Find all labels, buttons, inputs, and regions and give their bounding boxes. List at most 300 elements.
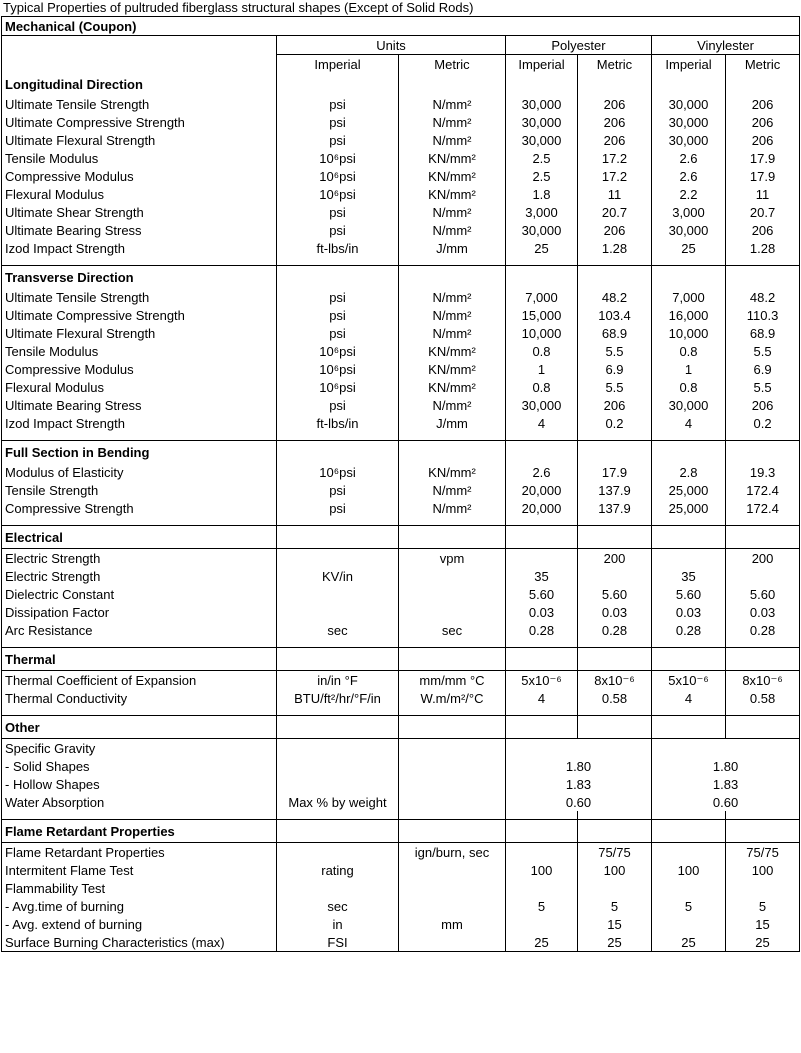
vinylester-metric-value: 100 xyxy=(726,861,800,879)
polyester-metric-value: 206 xyxy=(578,113,652,131)
metric-unit: KN/mm² xyxy=(399,342,506,360)
vinylester-imperial-value: 25,000 xyxy=(652,481,726,499)
polyester-imperial-value: 15,000 xyxy=(506,306,578,324)
table-row xyxy=(2,203,800,221)
imperial-unit: FSI xyxy=(277,933,399,952)
table-row xyxy=(2,621,800,639)
vinylester-imperial-value: 0.8 xyxy=(652,378,726,396)
section-title-row xyxy=(2,526,800,549)
table-row xyxy=(2,933,800,952)
row-label: Thermal Conductivity xyxy=(2,689,277,707)
imperial-unit: in xyxy=(277,915,399,933)
polyester-imperial-value xyxy=(506,879,578,897)
vinylester-value xyxy=(652,739,800,758)
section-title: Other xyxy=(2,716,277,739)
table-row xyxy=(2,342,800,360)
metric-unit xyxy=(399,879,506,897)
metric-unit xyxy=(399,897,506,915)
polyester-imperial-value: 25 xyxy=(506,239,578,257)
polyester-imperial-value: 4 xyxy=(506,414,578,432)
section-title: Flame Retardant Properties xyxy=(2,820,277,843)
table-row xyxy=(2,167,800,185)
vinylester-imperial-value: 4 xyxy=(652,689,726,707)
row-label: Tensile Strength xyxy=(2,481,277,499)
imperial-unit: psi xyxy=(277,113,399,131)
metric-unit: KN/mm² xyxy=(399,185,506,203)
row-label: Modulus of Elasticity xyxy=(2,463,277,481)
imperial-unit: sec xyxy=(277,897,399,915)
table-row xyxy=(2,306,800,324)
vinylester-metric-value: 17.9 xyxy=(726,167,800,185)
vinylester-metric-value: 68.9 xyxy=(726,324,800,342)
polyester-imperial-value: 0.8 xyxy=(506,378,578,396)
metric-unit xyxy=(399,757,506,775)
table-row xyxy=(2,396,800,414)
table-row xyxy=(2,324,800,342)
table-row xyxy=(2,689,800,707)
polyester-imperial-value: 2.5 xyxy=(506,167,578,185)
vinylester-metric-value: 206 xyxy=(726,131,800,149)
row-label: Flame Retardant Properties xyxy=(2,843,277,862)
imperial-unit: psi xyxy=(277,499,399,517)
vinylester-metric-value xyxy=(726,567,800,585)
row-label: Ultimate Tensile Strength xyxy=(2,288,277,306)
row-label: Thermal Coefficient of Expansion xyxy=(2,671,277,690)
polyester-metric-value: 5.5 xyxy=(578,378,652,396)
polyester-imperial-value: 30,000 xyxy=(506,221,578,239)
polyester-metric-value: 5 xyxy=(578,897,652,915)
row-label: Ultimate Bearing Stress xyxy=(2,396,277,414)
polyester-metric-value: 48.2 xyxy=(578,288,652,306)
spacer-row xyxy=(2,432,800,441)
vinylester-metric-value: 110.3 xyxy=(726,306,800,324)
metric-unit: N/mm² xyxy=(399,396,506,414)
row-label: Ultimate Tensile Strength xyxy=(2,95,277,113)
vinylester-metric-value: 172.4 xyxy=(726,481,800,499)
imperial-unit: in/in °F xyxy=(277,671,399,690)
metric-unit: N/mm² xyxy=(399,95,506,113)
section-title-row xyxy=(2,820,800,843)
vinylester-metric-value: 15 xyxy=(726,915,800,933)
metric-unit: J/mm xyxy=(399,239,506,257)
metric-unit: N/mm² xyxy=(399,499,506,517)
row-label: Flexural Modulus xyxy=(2,378,277,396)
table-row xyxy=(2,481,800,499)
metric-unit xyxy=(399,567,506,585)
table-row xyxy=(2,131,800,149)
metric-unit: N/mm² xyxy=(399,203,506,221)
polyester-imperial-value: 5 xyxy=(506,897,578,915)
imperial-unit xyxy=(277,603,399,621)
vinylester-metric-value: 0.03 xyxy=(726,603,800,621)
table-row xyxy=(2,378,800,396)
table-row xyxy=(2,221,800,239)
table-row xyxy=(2,861,800,879)
polyester-imperial-value: 3,000 xyxy=(506,203,578,221)
table-row xyxy=(2,549,800,568)
row-label: - Avg.time of burning xyxy=(2,897,277,915)
metric-unit: N/mm² xyxy=(399,113,506,131)
row-label: Flexural Modulus xyxy=(2,185,277,203)
row-label: - Avg. extend of burning xyxy=(2,915,277,933)
table-row xyxy=(2,95,800,113)
polyester-imperial-value: 20,000 xyxy=(506,499,578,517)
imperial-unit: 10⁶psi xyxy=(277,185,399,203)
polyester-metric-value: 11 xyxy=(578,185,652,203)
polyester-metric-value: 8x10⁻⁶ xyxy=(578,671,652,690)
section-title: Mechanical (Coupon) xyxy=(2,17,800,36)
polyester-metric-value: 0.03 xyxy=(578,603,652,621)
table-row xyxy=(2,585,800,603)
imperial-unit: rating xyxy=(277,861,399,879)
vinylester-imperial-value xyxy=(652,879,726,897)
vinylester-metric-value: 206 xyxy=(726,221,800,239)
vinylester-imperial-value: 2.2 xyxy=(652,185,726,203)
row-label: Izod Impact Strength xyxy=(2,239,277,257)
row-label: - Solid Shapes xyxy=(2,757,277,775)
row-label: Ultimate Shear Strength xyxy=(2,203,277,221)
polyester-imperial-value: 0.8 xyxy=(506,342,578,360)
metric-unit: N/mm² xyxy=(399,131,506,149)
vinylester-imperial-value: 25,000 xyxy=(652,499,726,517)
polyester-metric-value: 20.7 xyxy=(578,203,652,221)
imperial-unit xyxy=(277,879,399,897)
vinylester-imperial-value: 0.28 xyxy=(652,621,726,639)
vinylester-metric-header: Metric xyxy=(726,55,800,74)
polyester-imperial-value: 2.6 xyxy=(506,463,578,481)
section-title-row xyxy=(2,716,800,739)
row-label: Surface Burning Characteristics (max) xyxy=(2,933,277,952)
vinylester-imperial-value: 1 xyxy=(652,360,726,378)
metric-unit: N/mm² xyxy=(399,221,506,239)
row-label: Flammability Test xyxy=(2,879,277,897)
table-row xyxy=(2,113,800,131)
polyester-imperial-value: 1 xyxy=(506,360,578,378)
table-row xyxy=(2,843,800,862)
vinylester-imperial-value: 7,000 xyxy=(652,288,726,306)
imperial-unit: KV/in xyxy=(277,567,399,585)
vinylester-imperial-value xyxy=(652,549,726,568)
vinylester-imperial-value: 5 xyxy=(652,897,726,915)
polyester-metric-value xyxy=(578,879,652,897)
polyester-imperial-value xyxy=(506,549,578,568)
section-title: Full Section in Bending xyxy=(2,441,277,464)
table-row xyxy=(2,463,800,481)
vinylester-metric-value: 0.58 xyxy=(726,689,800,707)
units-metric-header: Metric xyxy=(399,55,506,74)
section-title-row xyxy=(2,73,800,95)
polyester-metric-value: 0.58 xyxy=(578,689,652,707)
vinylester-imperial-value: 30,000 xyxy=(652,221,726,239)
vinylester-metric-value: 1.28 xyxy=(726,239,800,257)
row-label: Electric Strength xyxy=(2,549,277,568)
vinylester-imperial-value: 0.8 xyxy=(652,342,726,360)
polyester-metric-value: 5.60 xyxy=(578,585,652,603)
section-title: Transverse Direction xyxy=(2,266,277,289)
polyester-metric-value: 206 xyxy=(578,95,652,113)
metric-unit: KN/mm² xyxy=(399,463,506,481)
imperial-unit: Max % by weight xyxy=(277,793,399,811)
imperial-unit: ft-lbs/in xyxy=(277,414,399,432)
vinylester-metric-value: 200 xyxy=(726,549,800,568)
spacer-row xyxy=(2,639,800,648)
imperial-unit: 10⁶psi xyxy=(277,360,399,378)
row-label: Arc Resistance xyxy=(2,621,277,639)
polyester-metric-header: Metric xyxy=(578,55,652,74)
imperial-unit xyxy=(277,775,399,793)
metric-unit: KN/mm² xyxy=(399,167,506,185)
row-label: Compressive Modulus xyxy=(2,360,277,378)
vinylester-metric-value: 206 xyxy=(726,95,800,113)
row-label: Intermitent Flame Test xyxy=(2,861,277,879)
polyester-metric-value: 100 xyxy=(578,861,652,879)
polyester-imperial-value: 30,000 xyxy=(506,113,578,131)
vinylester-metric-value: 6.9 xyxy=(726,360,800,378)
polyester-imperial-value: 30,000 xyxy=(506,396,578,414)
vinylester-metric-value: 19.3 xyxy=(726,463,800,481)
polyester-metric-value: 17.9 xyxy=(578,463,652,481)
polyester-metric-value: 137.9 xyxy=(578,481,652,499)
vinylester-imperial-value: 30,000 xyxy=(652,131,726,149)
table-row xyxy=(2,603,800,621)
row-label: Tensile Modulus xyxy=(2,149,277,167)
spacer-row xyxy=(2,811,800,820)
metric-unit: ign/burn, sec xyxy=(399,843,506,862)
vinylester-imperial-value: 25 xyxy=(652,933,726,952)
vinylester-value: 1.80 xyxy=(652,757,800,775)
vinylester-imperial-value: 30,000 xyxy=(652,95,726,113)
polyester-imperial-value: 0.28 xyxy=(506,621,578,639)
imperial-unit: 10⁶psi xyxy=(277,378,399,396)
vinylester-metric-value: 5 xyxy=(726,897,800,915)
vinylester-imperial-value: 3,000 xyxy=(652,203,726,221)
polyester-metric-value xyxy=(578,567,652,585)
table-row xyxy=(2,757,800,775)
table-row xyxy=(2,567,800,585)
polyester-imperial-value: 7,000 xyxy=(506,288,578,306)
row-label: - Hollow Shapes xyxy=(2,775,277,793)
vinylester-metric-value: 0.28 xyxy=(726,621,800,639)
row-label: Electric Strength xyxy=(2,567,277,585)
polyester-metric-value: 68.9 xyxy=(578,324,652,342)
row-label: Izod Impact Strength xyxy=(2,414,277,432)
imperial-unit: psi xyxy=(277,288,399,306)
polyester-metric-value: 5.5 xyxy=(578,342,652,360)
metric-unit xyxy=(399,861,506,879)
vinylester-imperial-value: 0.03 xyxy=(652,603,726,621)
imperial-unit xyxy=(277,757,399,775)
polyester-header: Polyester xyxy=(506,36,652,55)
metric-unit: KN/mm² xyxy=(399,360,506,378)
polyester-imperial-value xyxy=(506,915,578,933)
polyester-metric-value: 17.2 xyxy=(578,149,652,167)
table-row xyxy=(2,239,800,257)
vinylester-imperial-value: 30,000 xyxy=(652,396,726,414)
spacer-row xyxy=(2,517,800,526)
imperial-unit: 10⁶psi xyxy=(277,342,399,360)
polyester-metric-value: 200 xyxy=(578,549,652,568)
vinylester-metric-value: 5.5 xyxy=(726,378,800,396)
imperial-unit: psi xyxy=(277,324,399,342)
vinylester-imperial-header: Imperial xyxy=(652,55,726,74)
vinylester-metric-value: 8x10⁻⁶ xyxy=(726,671,800,690)
table-row xyxy=(2,288,800,306)
polyester-metric-value: 0.2 xyxy=(578,414,652,432)
imperial-unit: psi xyxy=(277,131,399,149)
polyester-metric-value: 206 xyxy=(578,396,652,414)
vinylester-metric-value: 206 xyxy=(726,396,800,414)
imperial-unit: psi xyxy=(277,396,399,414)
row-label: Ultimate Flexural Strength xyxy=(2,131,277,149)
vinylester-imperial-value xyxy=(652,915,726,933)
polyester-imperial-header: Imperial xyxy=(506,55,578,74)
table-row xyxy=(2,414,800,432)
spacer-row xyxy=(2,257,800,266)
metric-unit: J/mm xyxy=(399,414,506,432)
polyester-metric-value: 137.9 xyxy=(578,499,652,517)
polyester-imperial-value: 4 xyxy=(506,689,578,707)
polyester-imperial-value: 5.60 xyxy=(506,585,578,603)
polyester-metric-value: 103.4 xyxy=(578,306,652,324)
vinylester-metric-value: 5.60 xyxy=(726,585,800,603)
polyester-imperial-value: 30,000 xyxy=(506,131,578,149)
polyester-metric-value: 75/75 xyxy=(578,843,652,862)
polyester-imperial-value: 10,000 xyxy=(506,324,578,342)
vinylester-imperial-value: 10,000 xyxy=(652,324,726,342)
section-title-row xyxy=(2,441,800,464)
metric-unit xyxy=(399,775,506,793)
polyester-metric-value: 0.28 xyxy=(578,621,652,639)
table-row xyxy=(2,879,800,897)
subheader-row xyxy=(2,55,800,74)
section-title: Thermal xyxy=(2,648,277,671)
imperial-unit xyxy=(277,843,399,862)
vinylester-metric-value: 5.5 xyxy=(726,342,800,360)
polyester-imperial-value: 100 xyxy=(506,861,578,879)
vinylester-metric-value: 172.4 xyxy=(726,499,800,517)
vinylester-imperial-value xyxy=(652,843,726,862)
metric-unit xyxy=(399,603,506,621)
imperial-unit: sec xyxy=(277,621,399,639)
imperial-unit: psi xyxy=(277,306,399,324)
imperial-unit: 10⁶psi xyxy=(277,167,399,185)
polyester-metric-value: 25 xyxy=(578,933,652,952)
group-header-row xyxy=(2,36,800,55)
table-row xyxy=(2,185,800,203)
metric-unit: sec xyxy=(399,621,506,639)
section-title-row xyxy=(2,648,800,671)
vinylester-imperial-value: 2.8 xyxy=(652,463,726,481)
imperial-unit: BTU/ft²/hr/°F/in xyxy=(277,689,399,707)
row-label: Dissipation Factor xyxy=(2,603,277,621)
vinylester-imperial-value: 100 xyxy=(652,861,726,879)
polyester-imperial-value: 35 xyxy=(506,567,578,585)
table-row xyxy=(2,915,800,933)
table-row xyxy=(2,671,800,690)
row-label: Ultimate Bearing Stress xyxy=(2,221,277,239)
section-title-row xyxy=(2,266,800,289)
polyester-imperial-value: 20,000 xyxy=(506,481,578,499)
vinylester-value: 0.60 xyxy=(652,793,800,811)
table-row xyxy=(2,149,800,167)
imperial-unit: psi xyxy=(277,203,399,221)
vinylester-metric-value: 206 xyxy=(726,113,800,131)
polyester-metric-value: 6.9 xyxy=(578,360,652,378)
vinylester-metric-value: 25 xyxy=(726,933,800,952)
vinylester-imperial-value: 16,000 xyxy=(652,306,726,324)
metric-unit: N/mm² xyxy=(399,481,506,499)
imperial-unit: psi xyxy=(277,221,399,239)
vinylester-metric-value xyxy=(726,879,800,897)
metric-unit: N/mm² xyxy=(399,288,506,306)
imperial-unit xyxy=(277,585,399,603)
table-row xyxy=(2,739,800,758)
polyester-imperial-value: 2.5 xyxy=(506,149,578,167)
metric-unit xyxy=(399,739,506,758)
table-row xyxy=(2,499,800,517)
imperial-unit: psi xyxy=(277,481,399,499)
polyester-value xyxy=(506,739,652,758)
section-header-row xyxy=(2,17,800,36)
spacer-row xyxy=(2,707,800,716)
polyester-imperial-value: 30,000 xyxy=(506,95,578,113)
metric-unit: N/mm² xyxy=(399,306,506,324)
imperial-unit xyxy=(277,739,399,758)
metric-unit: mm xyxy=(399,915,506,933)
properties-table xyxy=(1,16,800,952)
row-label: Compressive Strength xyxy=(2,499,277,517)
vinylester-header: Vinylester xyxy=(652,36,800,55)
metric-unit xyxy=(399,793,506,811)
table-row xyxy=(2,360,800,378)
polyester-value: 0.60 xyxy=(506,793,652,811)
vinylester-metric-value: 48.2 xyxy=(726,288,800,306)
metric-unit: N/mm² xyxy=(399,324,506,342)
vinylester-metric-value: 11 xyxy=(726,185,800,203)
vinylester-imperial-value: 4 xyxy=(652,414,726,432)
vinylester-imperial-value: 30,000 xyxy=(652,113,726,131)
polyester-imperial-value xyxy=(506,843,578,862)
imperial-unit: psi xyxy=(277,95,399,113)
vinylester-imperial-value: 5.60 xyxy=(652,585,726,603)
page-caption: Typical Properties of pultruded fiberglass structural shapes (Except of Solid Rods) xyxy=(3,0,474,15)
vinylester-imperial-value: 5x10⁻⁶ xyxy=(652,671,726,690)
vinylester-imperial-value: 2.6 xyxy=(652,149,726,167)
imperial-unit: 10⁶psi xyxy=(277,463,399,481)
vinylester-imperial-value: 25 xyxy=(652,239,726,257)
row-label: Ultimate Flexural Strength xyxy=(2,324,277,342)
row-label: Water Absorption xyxy=(2,793,277,811)
vinylester-metric-value: 75/75 xyxy=(726,843,800,862)
metric-unit: KN/mm² xyxy=(399,149,506,167)
vinylester-metric-value: 0.2 xyxy=(726,414,800,432)
units-header: Units xyxy=(277,36,506,55)
units-imperial-header: Imperial xyxy=(277,55,399,74)
polyester-metric-value: 17.2 xyxy=(578,167,652,185)
imperial-unit: ft-lbs/in xyxy=(277,239,399,257)
polyester-value: 1.83 xyxy=(506,775,652,793)
vinylester-metric-value: 17.9 xyxy=(726,149,800,167)
row-label: Specific Gravity xyxy=(2,739,277,758)
polyester-value: 1.80 xyxy=(506,757,652,775)
metric-unit: W.m/m²/°C xyxy=(399,689,506,707)
row-label: Compressive Modulus xyxy=(2,167,277,185)
polyester-imperial-value: 25 xyxy=(506,933,578,952)
metric-unit xyxy=(399,933,506,952)
row-label: Ultimate Compressive Strength xyxy=(2,113,277,131)
row-label: Ultimate Compressive Strength xyxy=(2,306,277,324)
metric-unit: vpm xyxy=(399,549,506,568)
